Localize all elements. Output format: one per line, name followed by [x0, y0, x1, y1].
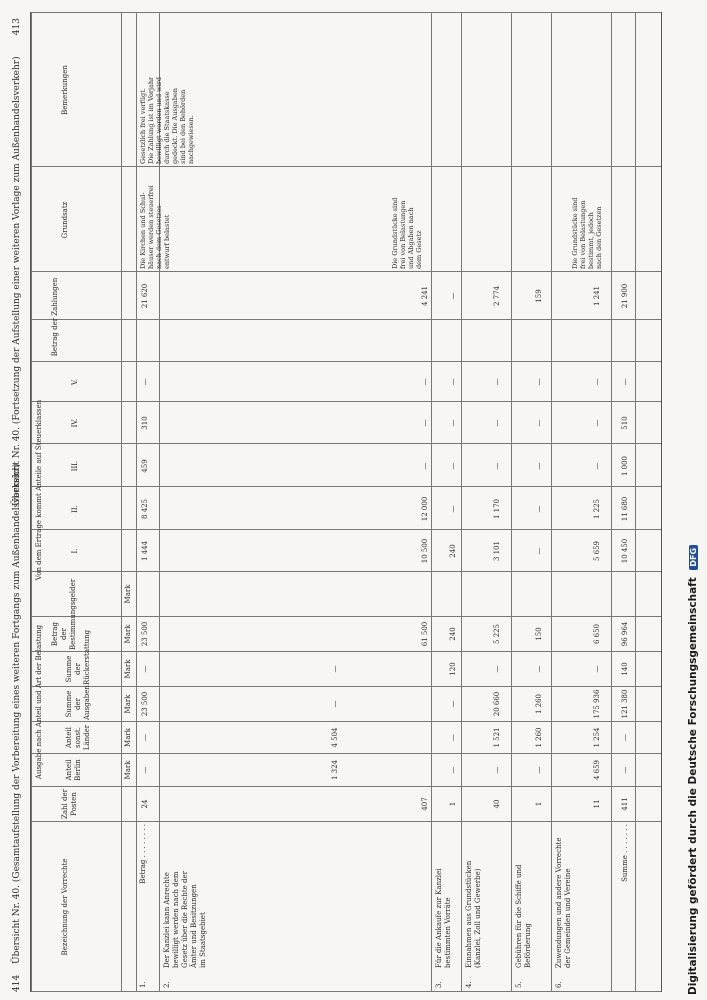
cell-a5: 150 — [535, 627, 543, 641]
cell-k4: — — [449, 419, 457, 427]
row-index: 3. — [435, 981, 443, 988]
unit-mark: Mark — [124, 584, 132, 604]
cell-k1: 10 500 — [421, 538, 429, 564]
cell-zahl: 40 — [493, 799, 501, 809]
cell-gesamt: 159 — [535, 289, 543, 303]
cell-grundsatz: Die Grundstücke sind frei von Belastungen bestimmt, jedoch nach den Gesetzen — [571, 197, 603, 269]
cell-zahl: 411 — [621, 797, 629, 811]
cell-gesamt: 4 241 — [421, 285, 429, 307]
page-number-right: 413 — [12, 18, 22, 36]
cell-a1: — — [535, 766, 543, 774]
cell-k5: — — [593, 378, 601, 386]
cell-k2: — — [449, 505, 457, 513]
col-sub4: Summe der Rückerstattung — [65, 629, 91, 685]
col-sub1: Anteil Berlin — [65, 759, 82, 781]
cell-gesamt: 2 774 — [493, 285, 501, 307]
cell-k5: — — [621, 378, 629, 386]
cell-a2: — — [449, 734, 457, 741]
col-grundsatz: Grundsatz — [61, 201, 69, 239]
dfg-logo: DFG — [689, 545, 698, 570]
cell-k4: — — [535, 419, 543, 427]
cell-k5: — — [449, 378, 457, 386]
cell-k1: 240 — [449, 544, 457, 558]
cell-a3: 1 260 — [535, 693, 543, 715]
col-gesamt: Betrag der Zahlungen — [51, 277, 59, 357]
col-ausgabe-group: Ausgabe nach Anteil und Art der Belastung — [35, 624, 43, 780]
col-k2: II. — [71, 505, 79, 513]
col-klassen-group: Von dem Ertrage kommt Anteile auf Steuerklassen — [35, 399, 43, 581]
col-k3: III. — [71, 460, 79, 472]
cell-a2: 4 504 — [331, 727, 339, 748]
row-index: 4. — [465, 981, 473, 988]
page-header — [12, 12, 28, 992]
data-table — [30, 12, 662, 992]
cell-k4: — — [593, 419, 601, 427]
cell-k3: 1 000 — [621, 455, 629, 477]
cell-gesamt: 21 900 — [621, 283, 629, 309]
cell-grundsatz: Die Grundstücke sind frei von Belastungen und Abgaben nach dem Gesetz — [391, 197, 423, 269]
unit-mark: Mark — [124, 659, 132, 679]
cell-k4: — — [421, 419, 429, 427]
cell-a1: 1 324 — [331, 759, 339, 781]
cell-a2: 1 254 — [593, 727, 601, 748]
row-label: Zuwendungen und andere Vorrechte der Gemeinden und Vereine — [555, 837, 572, 968]
cell-a4: 140 — [621, 662, 629, 676]
cell-k1: 10 450 — [621, 538, 629, 564]
cell-k1: — — [535, 547, 543, 555]
cell-k4: — — [493, 419, 501, 427]
row-label: Summe . . . . . . . — [621, 824, 629, 882]
cell-a1: — — [493, 766, 501, 774]
cell-zahl: 24 — [141, 799, 149, 809]
cell-k2: 12 000 — [421, 496, 429, 522]
cell-k5: — — [535, 378, 543, 386]
row-label: Gebühren für die Schiffe und Beförderung — [515, 864, 532, 968]
cell-a4: — — [493, 665, 501, 673]
cell-gesamt: — — [449, 292, 457, 300]
cell-a1: — — [621, 766, 629, 774]
cell-a5: 5 225 — [493, 623, 501, 645]
cell-zahl: 407 — [421, 797, 429, 811]
cell-k3: — — [535, 462, 543, 470]
row-label: Einnahmen aus Grundstücken (Kanzlei, Zoll und Gewerbe) — [465, 860, 482, 968]
cell-k5: — — [493, 378, 501, 386]
cell-a3: — — [449, 700, 457, 708]
cell-gesamt: 1 241 — [593, 285, 601, 307]
cell-a5: 96 964 — [621, 621, 629, 647]
col-sub5: Betrag der Bestimmungsgelder — [51, 578, 77, 650]
dfg-label: Digitalisierung gefördert durch die Deutsche Forschungsgemeinschaft — [687, 577, 699, 995]
row-index: 1. — [139, 981, 147, 988]
cell-k2: — — [535, 505, 543, 513]
col-k5: V. — [71, 378, 79, 386]
dfg-sidebar — [683, 0, 705, 1000]
cell-a4: 120 — [449, 662, 457, 676]
row-label: Der Kanzlei kann Anrechte bewilligt werden nach dem Gesetz über die Rechte der Ämter und Besitzungen im Staatsgebiet — [163, 871, 207, 968]
cell-k2: 1 170 — [493, 498, 501, 520]
cell-k2: 1 225 — [593, 498, 601, 520]
dfg-funding-note — [687, 545, 699, 995]
row-label: Für die Ankaufe zur Kanzlei bestimmten Vorräte — [435, 868, 452, 968]
cell-k4: 310 — [141, 416, 149, 430]
cell-k1: 1 444 — [141, 540, 149, 562]
cell-gesamt: 21 620 — [141, 283, 149, 309]
cell-zahl: 11 — [593, 799, 601, 809]
cell-bemerkung: Gesetzlich frei verfügt. Die Zahlung ist im Vorjahr bewilligt worden und wird durch die Staatskasse gedeckt. Die Ausgaben sind bei den Behörden nachgewiesen. — [139, 76, 195, 164]
row-index: 6. — [555, 981, 563, 988]
cell-k3: — — [493, 462, 501, 470]
cell-a5: 61 500 — [421, 621, 429, 647]
unit-mark: Mark — [124, 694, 132, 714]
cell-zahl: 1 — [535, 801, 543, 807]
cell-a5: 6 650 — [593, 623, 601, 645]
cell-k3: 459 — [141, 459, 149, 473]
rotated-table-block — [8, 12, 663, 992]
cell-k5: — — [141, 378, 149, 386]
cell-grundsatz: Die Kirchen und Schul- häuser werden steuerfrei nach dem Gesetzes- entwurf belastet — [139, 185, 171, 269]
cell-k3: — — [421, 462, 429, 470]
cell-a1: — — [141, 766, 149, 774]
col-k1: I. — [71, 548, 79, 554]
cell-a2: 1 521 — [493, 727, 501, 748]
cell-k4: 510 — [621, 416, 629, 430]
cell-k1: 5 659 — [593, 540, 601, 562]
cell-k3: — — [449, 462, 457, 470]
cell-a3: — — [331, 700, 339, 708]
cell-a3: 175 936 — [593, 689, 601, 719]
col-bemerkungen: Bemerkungen — [61, 65, 69, 115]
unit-mark: Mark — [124, 624, 132, 644]
cell-a2: 1 260 — [535, 727, 543, 748]
cell-a4: — — [141, 665, 149, 673]
cell-a5: 23 500 — [141, 621, 149, 647]
cell-k5: — — [421, 378, 429, 386]
cell-a4: — — [331, 665, 339, 673]
col-zahl: Zahl der Posten — [61, 789, 78, 819]
cell-k1: 3 101 — [493, 540, 501, 562]
cell-a1: — — [449, 766, 457, 774]
col-sub3: Summe der Ausgaben — [65, 685, 91, 720]
cell-k2: 11 680 — [621, 496, 629, 522]
cell-zahl: 1 — [449, 801, 457, 807]
cell-a4: — — [535, 665, 543, 673]
cell-a2: — — [621, 734, 629, 741]
page-number-left: 414 — [12, 974, 22, 992]
row-index: 2. — [163, 981, 171, 988]
cell-k2: 8 425 — [141, 498, 149, 520]
col-sub2: Anteil sonst. Länder — [65, 724, 91, 751]
row-index: 5. — [515, 981, 523, 988]
col-bezeichnung: Bezeichnung der Vorrechte — [61, 858, 69, 956]
cell-a1: 4 659 — [593, 759, 601, 781]
cell-a5: 240 — [449, 627, 457, 641]
cell-a3: 23 500 — [141, 691, 149, 717]
cell-a3: 20 660 — [493, 691, 501, 717]
cell-a4: — — [593, 665, 601, 673]
cell-a3: 121 380 — [621, 689, 629, 719]
cell-a2: — — [141, 734, 149, 741]
title-right: Übersicht Nr. 40. (Fortsetzung der Aufstellung einer weiteren Vorlage zum Außenhandelsverkehr) — [12, 56, 22, 506]
unit-mark: Mark — [124, 760, 132, 780]
row-label: Betrag . . . . . . . . — [139, 824, 147, 884]
title-left: Übersicht Nr. 40. (Gesamtaufstellung der Vorbereitung eines weiteren Fortgangs zum Außenhandelsverkehr) — [12, 463, 22, 964]
col-k4: IV. — [71, 418, 79, 428]
cell-k3: — — [593, 462, 601, 470]
unit-mark: Mark — [124, 728, 132, 747]
